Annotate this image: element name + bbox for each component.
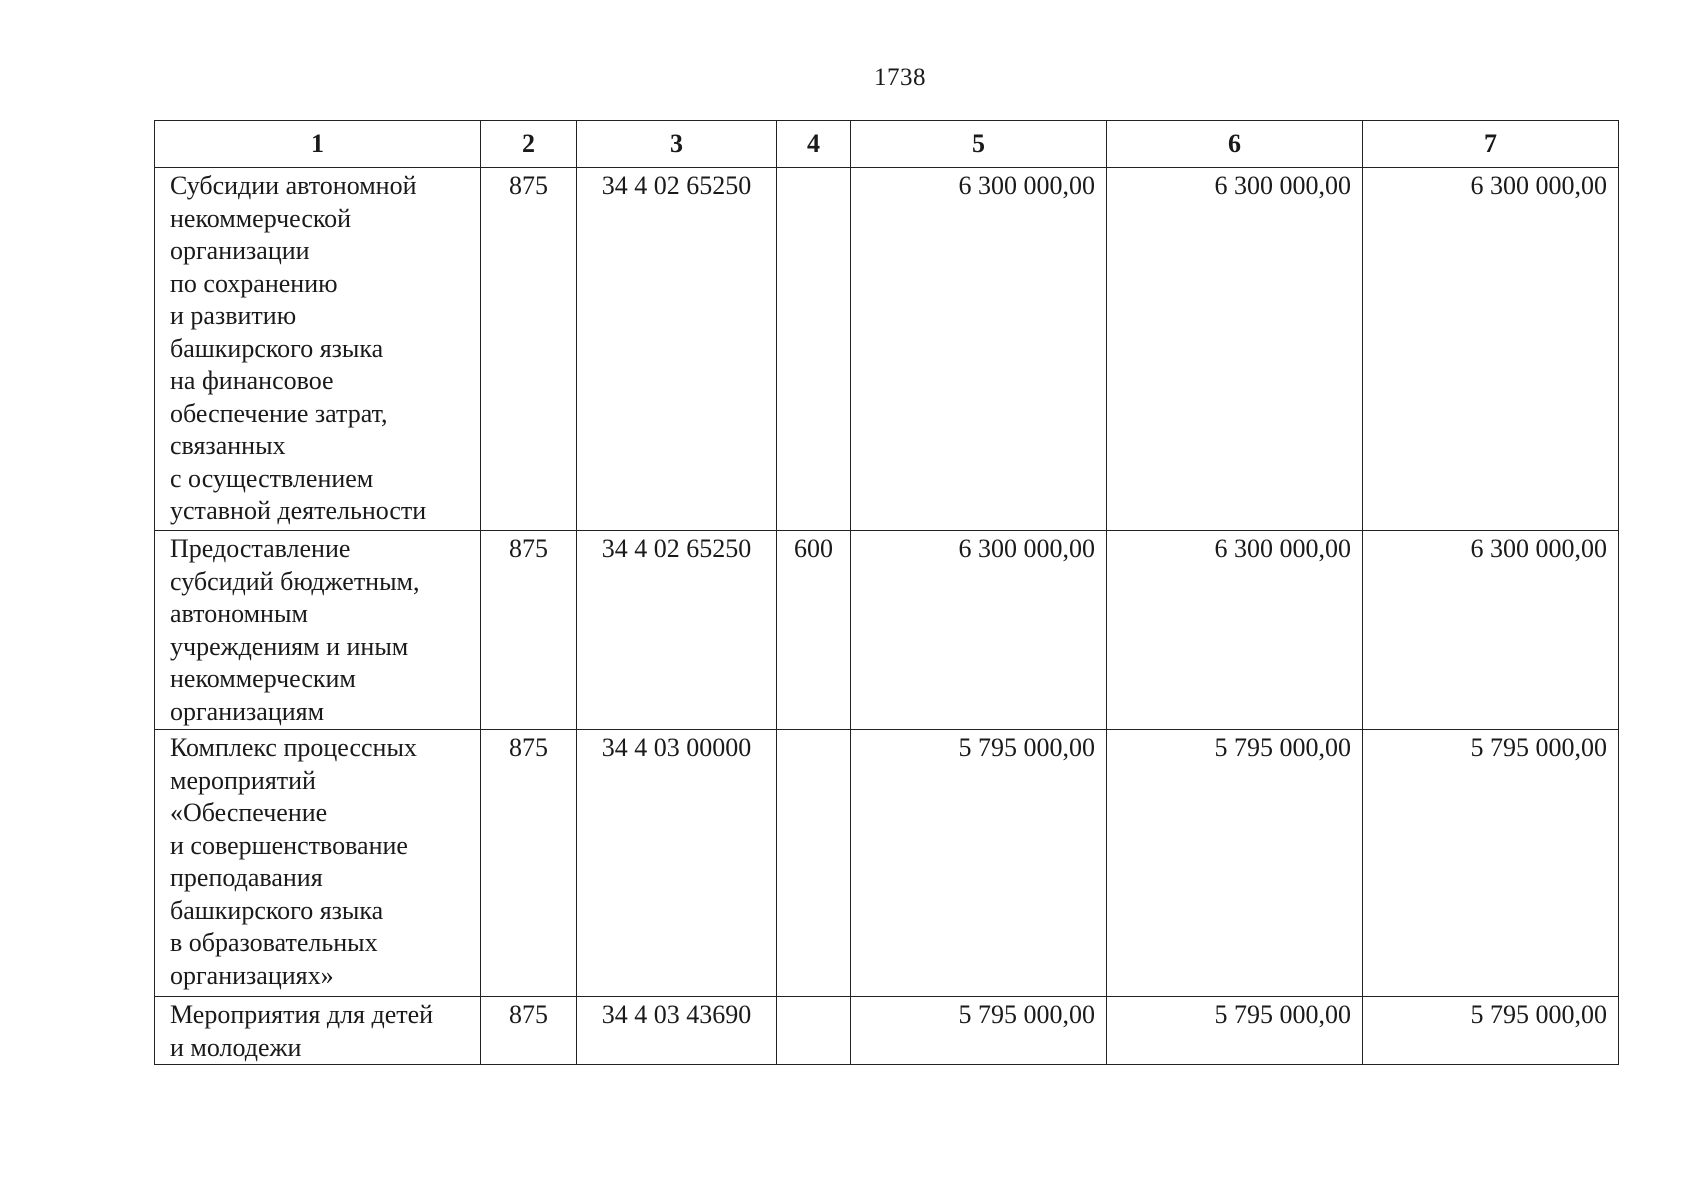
classification-cell: 34 4 02 65250 bbox=[577, 531, 777, 730]
code-cell: 875 bbox=[481, 531, 577, 730]
code-cell: 875 bbox=[481, 730, 577, 997]
amount-cell: 5 795 000,00 bbox=[851, 997, 1107, 1065]
expense-type-cell bbox=[777, 168, 851, 531]
table-row bbox=[155, 531, 1619, 730]
amount-cell: 6 300 000,00 bbox=[851, 531, 1107, 730]
row-name-cell bbox=[155, 997, 481, 1065]
row-name-text: Комплекс процессных мероприятий «Обеспечение и совершенствование преподавания башкирского языка в образовательных организациях» bbox=[170, 733, 417, 990]
amount-cell: 5 795 000,00 bbox=[1107, 997, 1363, 1065]
amount-cell: 5 795 000,00 bbox=[1107, 730, 1363, 997]
amount-cell: 6 300 000,00 bbox=[1107, 168, 1363, 531]
budget-table bbox=[154, 120, 1619, 1065]
column-header: 7 bbox=[1363, 121, 1619, 168]
expense-type-cell bbox=[777, 997, 851, 1065]
row-name-cell bbox=[155, 168, 481, 531]
classification-cell: 34 4 03 43690 bbox=[577, 997, 777, 1065]
amount-cell: 5 795 000,00 bbox=[1363, 730, 1619, 997]
table-row bbox=[155, 730, 1619, 997]
row-name-text: Мероприятия для детей и молодежи bbox=[170, 1000, 434, 1062]
row-name-cell bbox=[155, 531, 481, 730]
expense-type-cell: 600 bbox=[777, 531, 851, 730]
column-header: 6 bbox=[1107, 121, 1363, 168]
column-header: 1 bbox=[155, 121, 481, 168]
amount-cell: 6 300 000,00 bbox=[1363, 531, 1619, 730]
table-header-row bbox=[155, 121, 1619, 168]
table-row bbox=[155, 997, 1619, 1065]
row-name-text: Предоставление субсидий бюджетным, автономным учреждениям и иным некоммерческим организациям bbox=[170, 534, 420, 726]
classification-cell: 34 4 03 00000 bbox=[577, 730, 777, 997]
column-header: 3 bbox=[577, 121, 777, 168]
row-name-cell bbox=[155, 730, 481, 997]
amount-cell: 5 795 000,00 bbox=[1363, 997, 1619, 1065]
code-cell: 875 bbox=[481, 168, 577, 531]
classification-cell: 34 4 02 65250 bbox=[577, 168, 777, 531]
column-header: 5 bbox=[851, 121, 1107, 168]
amount-cell: 6 300 000,00 bbox=[851, 168, 1107, 531]
column-header: 4 bbox=[777, 121, 851, 168]
expense-type-cell bbox=[777, 730, 851, 997]
code-cell: 875 bbox=[481, 997, 577, 1065]
table-row bbox=[155, 168, 1619, 531]
page-number: 1738 bbox=[874, 64, 926, 91]
amount-cell: 5 795 000,00 bbox=[851, 730, 1107, 997]
amount-cell: 6 300 000,00 bbox=[1363, 168, 1619, 531]
row-name-text: Субсидии автономной некоммерческой организации по сохранению и развитию башкирского языка на финансовое обеспечение затрат, связанных с осуществлением уставной деятельности bbox=[170, 171, 427, 525]
amount-cell: 6 300 000,00 bbox=[1107, 531, 1363, 730]
column-header: 2 bbox=[481, 121, 577, 168]
